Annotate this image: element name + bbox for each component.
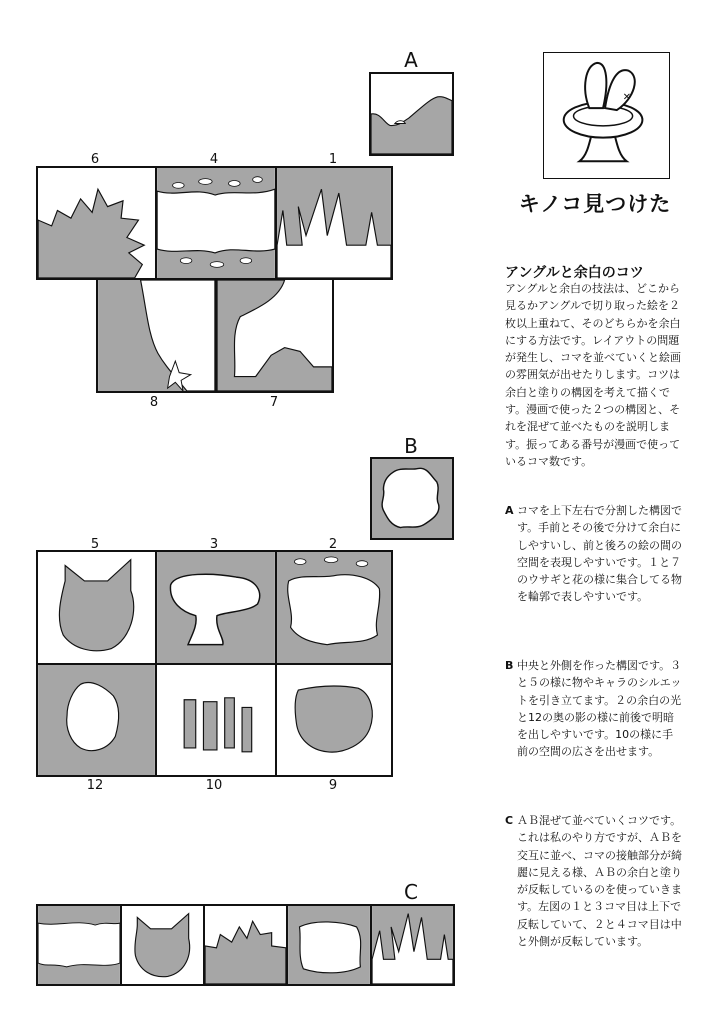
panel-number: 10: [205, 778, 223, 793]
strip-panel-4: [286, 904, 372, 986]
sample-panel-B: [370, 457, 454, 540]
panel-6: [36, 166, 157, 280]
panel-number: 9: [328, 778, 338, 793]
panel-8: [96, 278, 217, 393]
panel-3: [155, 550, 277, 665]
item-A-text: コマを上下左右で分割した構図です。手前とその後で分けて余白にしやすいし、前と後ろの絵の間の空間を表現しやすいです。１と７のウサギと花の様に集合してる物を輪郭で表しやすいです。: [517, 504, 682, 604]
svg-text:✕: ✕: [622, 92, 631, 104]
strip-panel-1: [36, 904, 122, 986]
strip-panel-5: [370, 904, 455, 986]
panel-9: [275, 663, 393, 777]
section-intro: アングルと余白の技法は、どこから見るかアングルで切り取った絵を２枚以上重ねて、そのどちらかを余白にする方法です。レイアウトの問題が発生し、コマを並べていくと絵画の雰囲気が出せたりします。コツは余白と塗りの構図を考えて描くです。漫画で使った２つの構図と、それを混ぜて並べたものを説明します。振ってある番号が漫画で使っているコマ数です。: [505, 282, 681, 468]
item-C: [505, 812, 683, 950]
panel-2: [275, 550, 393, 665]
item-C-key: C: [505, 814, 514, 827]
sample-panel-A: [369, 72, 454, 156]
item-C-text: ＡＢ混ぜて並べていくコツです。これは私のやり方ですが、ＡＢを交互に並べ、コマの接触部分が綺麗に見える様、ＡＢの余白と塗りが反転しているのを使っていきます。左図の１と３コマ目は上下で反転していて、２と４コマ目は中と外側が反転しています。: [517, 814, 682, 949]
label-A: A: [404, 48, 418, 72]
panel-number: 8: [149, 395, 159, 410]
panel-7: [215, 278, 334, 393]
panel-number: 5: [90, 537, 100, 552]
panel-number: 12: [86, 778, 104, 793]
panel-number: 6: [90, 152, 100, 167]
label-B: B: [404, 434, 418, 458]
strip-panel-3: [203, 904, 288, 986]
panel-number: 7: [269, 395, 279, 410]
page-title: キノコ見つけた: [518, 192, 672, 216]
item-A-key: A: [505, 504, 514, 517]
panel-5: [36, 550, 157, 665]
item-A: [505, 502, 683, 606]
panel-12: [36, 663, 157, 777]
panel-4: [155, 166, 277, 280]
item-B-key: B: [505, 659, 514, 672]
strip-panel-2: [120, 904, 205, 986]
panel-1: [275, 166, 393, 280]
section-heading: アングルと余白のコツ: [505, 265, 644, 281]
label-C: C: [404, 880, 418, 904]
panel-number: 4: [209, 152, 219, 167]
item-B-text: 中央と外側を作った構図です。３と５の様に物やキャラのシルエットを引き立てます。２の余白の光と12の奥の影の様に前後で明暗を出しやすいです。10の様に手前の空間の広さを出せます。: [517, 659, 682, 759]
mushroom-illustration: [543, 52, 670, 179]
panel-number: 2: [328, 537, 338, 552]
panel-10: [155, 663, 277, 777]
item-B: [505, 657, 683, 761]
panel-number: 1: [328, 152, 338, 167]
panel-number: 3: [209, 537, 219, 552]
